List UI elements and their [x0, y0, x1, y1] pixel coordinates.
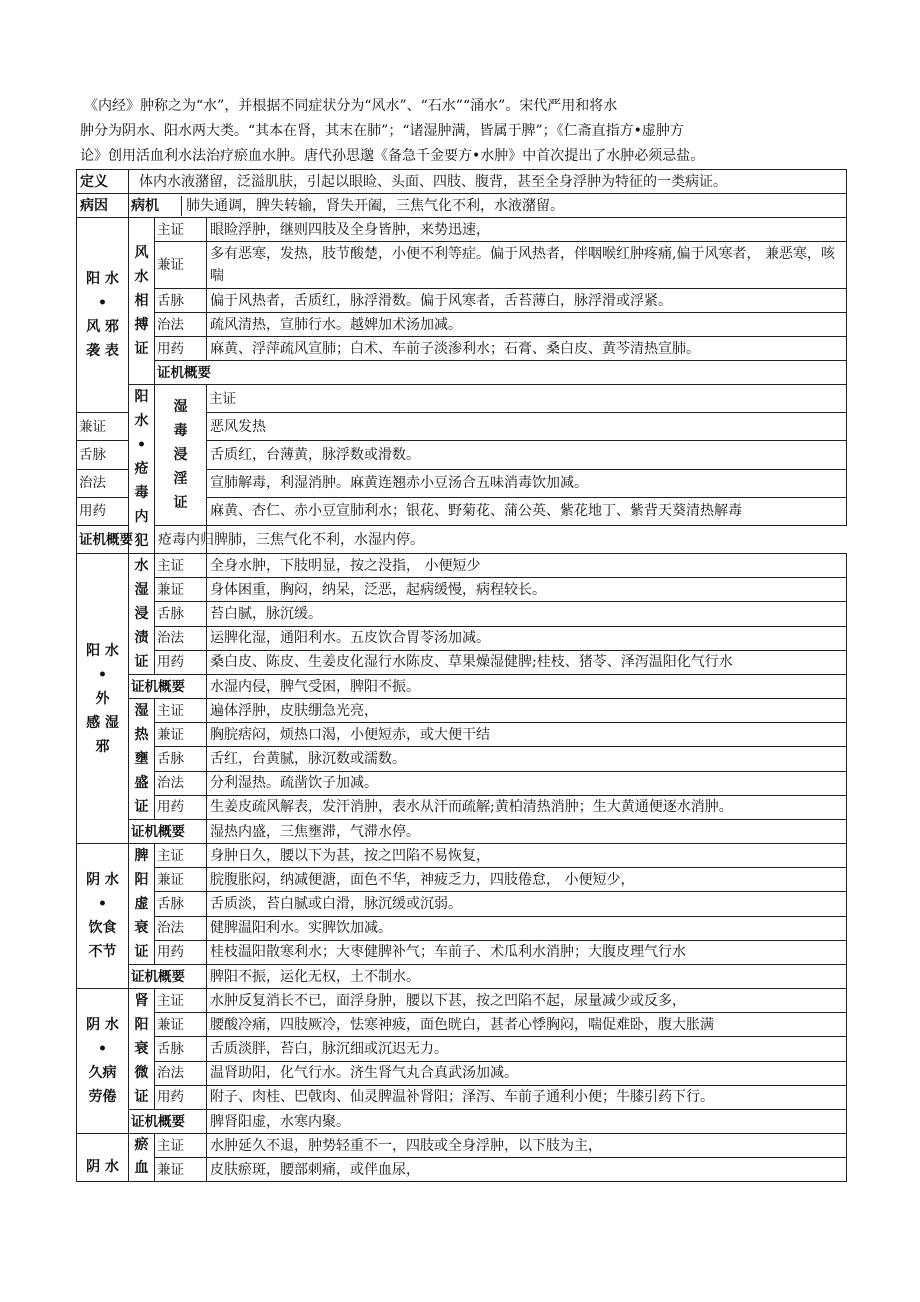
table-row: 兼证 身体困重，胸闷，纳呆，泛恶，起病缓慢，病程较长。: [77, 578, 847, 602]
etiology-label: 病因: [77, 194, 129, 218]
subtype-name: 瘀 血: [129, 1134, 155, 1182]
table-row: 兼证 脘腹胀闷，纳减便溏，面色不华，神疲乏力，四肢倦怠， 小便短少，: [77, 868, 847, 892]
etiology-sublabel: 病机: [129, 196, 182, 216]
edema-table: [76, 169, 847, 1182]
summary-label: 证机概要: [77, 526, 155, 554]
summary-text: 脾阳不振，运化无权，土不制水。: [207, 965, 847, 989]
definition-row: [77, 170, 847, 194]
summary-row: [77, 965, 847, 989]
summary-row: [77, 361, 847, 385]
etiology-row: [77, 194, 847, 218]
etiology-text: 肺失通调，脾失转输，肾失开阖，三焦气化不利，水液潴留。: [186, 197, 564, 214]
summary-label: 证机概要: [155, 361, 847, 385]
table-row: 用药 麻黄、浮萍疏风宣肺；白术、车前子淡渗利水；石膏、桑白皮、黄芩清热宣肺。: [77, 337, 847, 361]
summary-text: 水湿内侵，脾气受困，脾阳不振。: [207, 675, 847, 699]
table-row: 治法 运脾化湿，通阳利水。五皮饮合胃苓汤加减。: [77, 626, 847, 650]
subtype-name: 湿 热 壅 盛 证: [129, 699, 155, 820]
table-row: 阴 水 瘀 血 主证 水肿延久不退，肿势轻重不一，四肢或全身浮肿，以下肢为主，: [77, 1134, 847, 1158]
table-row: 舌脉 舌质红，台薄黄，脉浮数或滑数。: [77, 441, 847, 469]
table-row: 用药 附子、肉桂、巴戟肉、仙灵脾温补肾阳；泽泻、车前子通利小便；牛膝引药下行。: [77, 1085, 847, 1109]
table-row: 阳 水 • 外 感 湿 邪 水 湿 浸 渍 证 主证 全身水肿，下肢明显，按之没指， 小便短少: [77, 554, 847, 578]
table-row: 兼证 皮肤瘀斑，腰部刺痛，或伴血尿，: [77, 1158, 847, 1182]
subtype-name: 湿 毒 浸 淫 证: [155, 385, 207, 526]
group-name-cell: 阳 水 • 外 感 湿 邪: [77, 554, 129, 844]
table-body: [77, 170, 847, 1182]
table-row: 用药 麻黄、杏仁、赤小豆宣肺利水；银花、野菊花、蒲公英、紫花地丁、紫背天葵清热解毒: [77, 497, 847, 525]
table-row: 舌脉 苔白腻，脉沉缓。: [77, 602, 847, 626]
group-name-cell: 阴 水 • 久病 劳倦: [77, 989, 129, 1134]
subtype-name: 风 水 相 搏 证: [129, 218, 155, 385]
table-row: 湿 热 壅 盛 证 主证 遍体浮肿，皮肤绷急光亮，: [77, 699, 847, 723]
table-row: 治法 分利湿热。疏凿饮子加减。: [77, 771, 847, 795]
table-row: 治法 温肾助阳，化气行水。济生肾气丸合真武汤加减。: [77, 1061, 847, 1085]
table-row: 舌脉 舌红，台黄腻，脉沉数或濡数。: [77, 747, 847, 771]
table-row: 舌脉 舌质淡胖，苔白，脉沉细或沉迟无力。: [77, 1037, 847, 1061]
summary-row: [77, 675, 847, 699]
summary-label: 证机概要: [129, 820, 207, 844]
summary-label: 证机概要: [129, 1110, 207, 1134]
table-row: 治法 健脾温阳利水。实脾饮加减。: [77, 916, 847, 940]
group-name-cell: 阴 水: [77, 1134, 129, 1182]
table-row: 阳 水 • 风 邪 袭 表 风 水 相 搏 证 主证 眼睑浮肿，继则四肢及全身皆肿，来势迅速，: [77, 218, 847, 242]
intro-line-3: 论》创用活血利水法治疗瘀血水肿。唐代孙思邈《备急千金要方•水肿》中首次提出了水肿必须忌盐。: [80, 148, 705, 164]
table-row: 阴 水 • 久病 劳倦 肾 阳 衰 微 证 主证 水肿反复消长不已，面浮身肿，腰以下甚，按之凹陷不起，尿量减少或反多，: [77, 989, 847, 1013]
summary-label: 证机概要: [129, 675, 207, 699]
intro-line-1: 《内经》肿称之为“水”，并根据不同症状分为“风水”、“石水”“涌水”。宋代严用和将水: [84, 98, 618, 114]
table-row: 兼证 胸脘痞闷，烦热口渴，小便短赤，或大便干结: [77, 723, 847, 747]
table-row: 治法 宣肺解毒，利湿消肿。麻黄连翘赤小豆汤合五味消毒饮加减。: [77, 469, 847, 497]
definition-text: 体内水液潴留，泛溢肌肤，引起以眼睑、头面、四肢、腹背，甚至全身浮肿为特征的一类病证。: [129, 170, 847, 194]
table-row: 阴 水 • 饮食 不节 脾 阳 虚 衰 证 主证 身肿日久，腰以下为甚，按之凹陷不易恢复，: [77, 844, 847, 868]
table-row: 兼证 恶风发热: [77, 413, 847, 441]
subtype-name: 肾 阳 衰 微 证: [129, 989, 155, 1110]
group-name-cell: 阴 水 • 饮食 不节: [77, 844, 129, 989]
table-row: 兼证 多有恶寒，发热，肢节酸楚，小便不利等症。偏于风热者，伴咽喉红肿疼痛,偏于风寒者， 兼恶寒，咳喘: [77, 242, 847, 289]
table-row: 舌脉 偏于风热者，舌质红，脉浮滑数。偏于风寒者，舌苔薄白，脉浮滑或浮紧。: [77, 289, 847, 313]
summary-label: 证机概要: [129, 965, 207, 989]
table-row: 治法 疏风清热，宣肺行水。越婢加术汤加减。: [77, 313, 847, 337]
summary-text: 脾肾阳虚，水寒内聚。: [207, 1110, 847, 1134]
table-row: 用药 桂枝温阳散寒利水；大枣健脾补气；车前子、术瓜利水消肿；大腹皮理气行水: [77, 940, 847, 964]
group-name-cell: 阳 水 • 风 邪 袭 表: [77, 218, 129, 413]
intro-line-2: 肿分为阴水、阳水两大类。“其本在肾，其末在肺”；“诸湿肿满，皆属于脾”；《仁斋直指方•虚肿方: [80, 123, 684, 139]
summary-text: 湿热内盛，三焦壅滞，气滞水停。: [207, 820, 847, 844]
summary-row: [77, 526, 847, 554]
subtype-name: 脾 阳 虚 衰 证: [129, 844, 155, 965]
subtype-name: 水 湿 浸 渍 证: [129, 554, 155, 675]
table-row: 舌脉 舌质淡，苔白腻或白滑，脉沉缓或沉弱。: [77, 892, 847, 916]
table-row: 用药 生姜皮疏风解表，发汗消肿，表水从汗而疏解;黄柏清热消肿；生大黄通便逐水消肿。: [77, 795, 847, 819]
table-row: 兼证 腰酸冷痛，四肢厥冷，怯寒神疲，面色晄白，甚者心悸胸闷，喘促难卧，腹大胀满: [77, 1013, 847, 1037]
table-row: 阳 水 • 疮毒 内犯 湿 毒 浸 淫 证 主证: [77, 385, 847, 413]
summary-row: [77, 820, 847, 844]
summary-row: [77, 1110, 847, 1134]
definition-label: 定义: [77, 170, 129, 194]
intro-paragraph: [80, 94, 850, 169]
summary-text: 疮毒内归脾肺，三焦气化不利，水湿内停。: [155, 526, 207, 554]
group-name-cell: 阳 水 • 疮毒 内犯: [129, 385, 155, 554]
table-row: 用药 桑白皮、陈皮、生姜皮化湿行水陈皮、草果燥湿健脾;桂枝、猪苓、泽泻温阳化气行水: [77, 650, 847, 674]
